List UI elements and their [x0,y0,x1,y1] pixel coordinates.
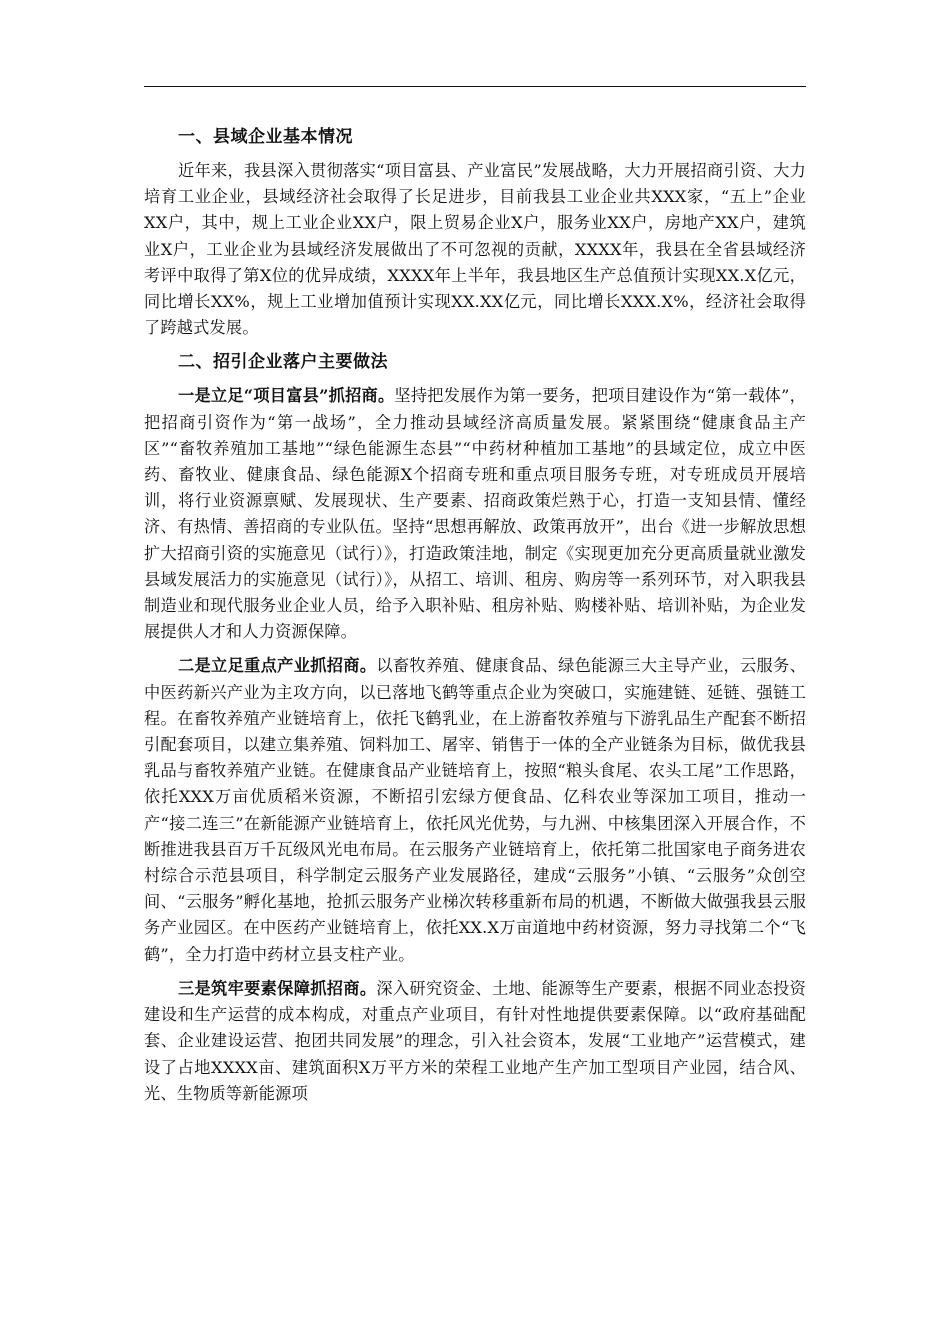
section-heading-1: 一、县域企业基本情况 [178,127,353,147]
measure-paragraph-1 [144,383,806,645]
section-heading-2: 二、招引企业落户主要做法 [178,352,388,373]
document-body [144,124,806,1115]
measure-lead-1: 一是立足“项目富县”抓招商。 [178,386,395,406]
measure-body-3: 深入研究资金、土地、能源等生产要素，根据不同业态投资建设和生产运营的成本构成，对重点产业项目，有针对性地提供要素保障。以“政府基础配套、企业建设运营、抱团共同发展”的理念，引入社会资本，发展“工业地产”运营模式，建设了占地XXXX亩、建筑面积X万平方米的荣程工业地产生产加工型项目产业园，结合风、光、生物质等新能源项 [144,978,806,1103]
measure-lead-2: 二是立足重点产业抓招商。 [178,656,377,676]
measure-body-2: 以畜牧养殖、健康食品、绿色能源三大主导产业，云服务、中医药新兴产业为主攻方向，以已落地飞鹤等重点企业为突破口，实施建链、延链、强链工程。在畜牧养殖产业链培育上，依托飞鹤乳业，在上游畜牧养殖与下游乳品生产配套不断招引配套项目，以建立集养殖、饲料加工、屠宰、销售于一体的全产业链条为目标，做优我县乳品与畜牧养殖产业链。在健康食品产业链培育上，按照“粮头食尾、农头工尾”工作思路，依托XXX万亩优质稻米资源，不断招引宏绿方便食品、亿科农业等深加工项目，推动一产“接二连三”在新能源产业链培育上，依托风光优势，与九洲、中核集团深入开展合作，不断推进我县百万千瓦级风光电布局。在云服务产业链培育上，依托第二批国家电子商务进农村综合示范县项目，科学制定云服务产业发展路径，建成“云服务”小镇、“云服务”众创空间、“云服务”孵化基地，抢抓云服务产业梯次转移重新布局的机遇，不断做大做强我县云服务产业园区。在中医药产业链培育上，依托XX.X万亩道地中药材资源，努力寻找第二个“飞鹤”，全力打造中药材立县支柱产业。 [144,656,806,964]
measure-lead-3: 三是筑牢要素保障抓招商。 [178,978,377,998]
header-rule [144,86,806,87]
measure-paragraph-2 [144,653,806,967]
section-1-paragraph: 近年来，我县深入贯彻落实“项目富县、产业富民”发展战略，大力开展招商引资、大力培育工业企业，县域经济社会取得了长足进步，目前我县工业企业共XXX家，“五上”企业XX户，其中，规上工业企业XX户，限上贸易企业X户，服务业XX户，房地产XX户，建筑业X户，工业企业为县域经济发展做出了不可忽视的贡献，XXXX年，我县在全省县域经济考评中取得了第X位的优异成绩，XXXX年上半年，我县地区生产总值预计实现XX.X亿元，同比增长XX%，规上工业增加值预计实现XX.XX亿元，同比增长XXX.X%，经济社会取得了跨越式发展。 [144,161,806,338]
document-page [144,0,806,1344]
measure-paragraph-3 [144,976,806,1107]
measure-body-1: 坚持把发展作为第一要务，把项目建设作为“第一载体”，把招商引资作为“第一战场”，全力推动县域经济高质量发展。紧紧围绕“健康食品主产区”“畜牧养殖加工基地”“绿色能源生态县”“中药材种植加工基地”的县域定位，成立中医药、畜牧业、健康食品、绿色能源X个招商专班和重点项目服务专班，对专班成员开展培训，将行业资源禀赋、发展现状、生产要素、招商政策烂熟于心，打造一支知县情、懂经济、有热情、善招商的专业队伍。坚持“思想再解放、政策再放开”，出台《进一步解放思想扩大招商引资的实施意见（试行）》，打造政策洼地，制定《实现更加充分更高质量就业激发县域发展活力的实施意见（试行）》，从招工、培训、租房、购房等一系列环节，对入职我县制造业和现代服务业企业人员，给予入职补贴、租房补贴、购楼补贴、培训补贴，为企业发展提供人才和人力资源保障。 [144,386,807,642]
